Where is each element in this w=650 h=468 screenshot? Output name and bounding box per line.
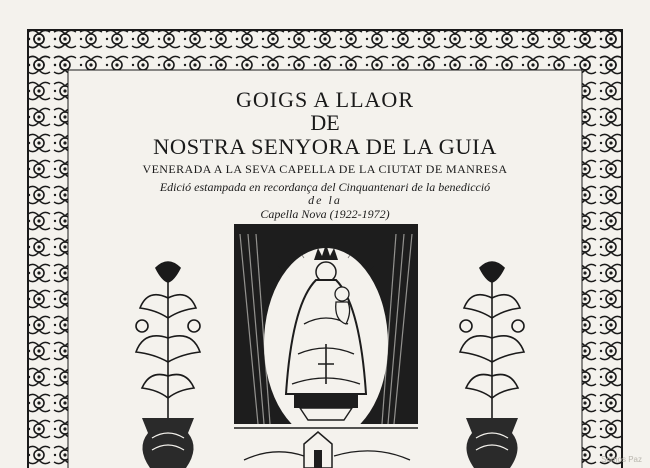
title-line-2: DE	[310, 110, 340, 135]
edition-chapel: Capella Nova (1922-1972)	[260, 207, 390, 221]
right-flower-vase-illustration	[452, 258, 532, 468]
edition-note: Edició estampada en recordança del Cinquantenari de la benedicció	[159, 180, 491, 194]
title-block	[130, 88, 520, 221]
title-line-3: NOSTRA SENYORA DE LA GUIA	[153, 134, 497, 159]
watermark: Somos Paz	[601, 455, 642, 464]
subtitle: VENERADA A LA SEVA CAPELLA DE LA CIUTAT DE MANRESA	[142, 162, 508, 176]
left-flower-vase-illustration	[128, 258, 208, 468]
edition-de-la: de la	[308, 193, 342, 207]
title-line-1: GOIGS A LLAOR	[235, 87, 414, 112]
virgin-and-child-engraving	[234, 224, 418, 468]
